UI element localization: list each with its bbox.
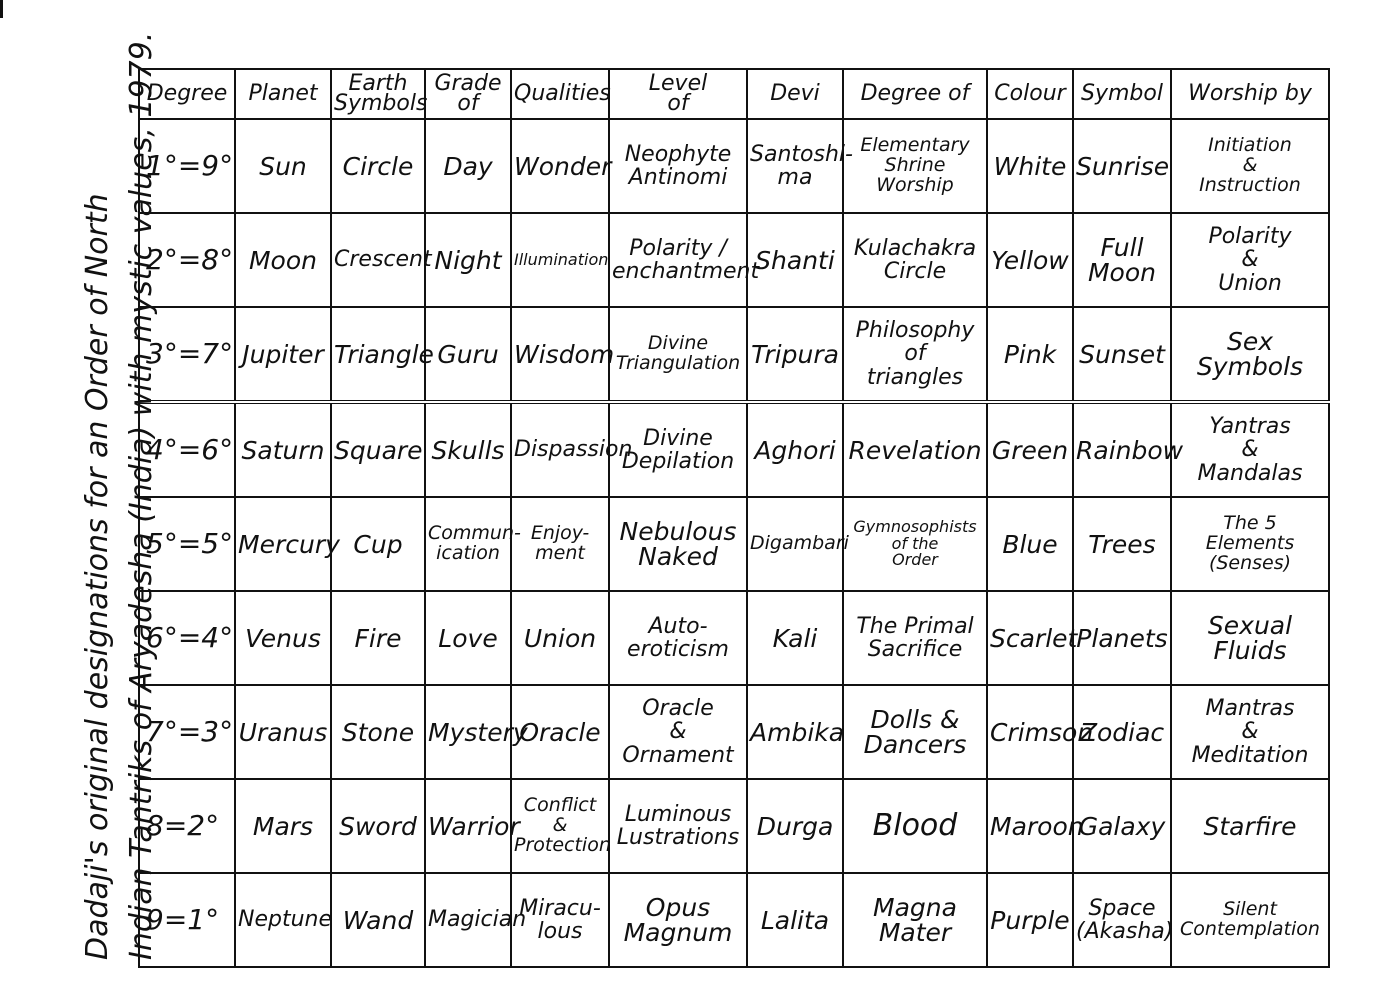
- cell-degree: 7°=3°: [139, 685, 235, 779]
- cell-symbol: Zodiac: [1073, 685, 1171, 779]
- cell-earth-symbol: Cup: [331, 497, 425, 591]
- cell-devi: Santoshi- ma: [747, 119, 843, 213]
- cell-worship: Mantras & Meditation: [1171, 685, 1329, 779]
- cell-grade: Commun- ication: [425, 497, 511, 591]
- margin-note-line-2: Indian Tantriks of Aryadesha (India) with mystic values, 1979.: [124, 31, 159, 960]
- cell-earth-symbol: Crescent: [331, 213, 425, 307]
- cell-degree-of: Elementary Shrine Worship: [843, 119, 987, 213]
- table-row: [139, 591, 1329, 685]
- cell-symbol: Rainbow: [1073, 402, 1171, 497]
- cell-level: Oracle & Ornament: [609, 685, 747, 779]
- header-degree-of: Degree of: [843, 69, 987, 119]
- cell-degree: 8=2°: [139, 779, 235, 873]
- cell-level: Nebulous Naked: [609, 497, 747, 591]
- table-row: [139, 497, 1329, 591]
- cell-earth-symbol: Square: [331, 402, 425, 497]
- cell-grade: Day: [425, 119, 511, 213]
- cell-quality: Wonder: [511, 119, 609, 213]
- cell-degree-of: Philosophy of triangles: [843, 307, 987, 402]
- cell-worship: Initiation & Instruction: [1171, 119, 1329, 213]
- cell-planet: Neptune: [235, 873, 331, 967]
- cell-colour: White: [987, 119, 1073, 213]
- cell-planet: Uranus: [235, 685, 331, 779]
- cell-planet: Venus: [235, 591, 331, 685]
- cell-level: Opus Magnum: [609, 873, 747, 967]
- cell-quality: Miracu- lous: [511, 873, 609, 967]
- cell-degree: 2°=8°: [139, 213, 235, 307]
- cell-degree-of: Magna Mater: [843, 873, 987, 967]
- header-worship-by: Worship by: [1171, 69, 1329, 119]
- scan-edge-mark: [0, 0, 3, 18]
- cell-grade: Magician: [425, 873, 511, 967]
- cell-earth-symbol: Fire: [331, 591, 425, 685]
- cell-planet: Moon: [235, 213, 331, 307]
- cell-grade: Skulls: [425, 402, 511, 497]
- cell-worship: Starfire: [1171, 779, 1329, 873]
- cell-symbol: Sunrise: [1073, 119, 1171, 213]
- cell-quality: Wisdom: [511, 307, 609, 402]
- cell-grade: Night: [425, 213, 511, 307]
- header-devi: Devi: [747, 69, 843, 119]
- cell-grade: Warrior: [425, 779, 511, 873]
- cell-worship: Silent Contemplation: [1171, 873, 1329, 967]
- cell-planet: Jupiter: [235, 307, 331, 402]
- cell-earth-symbol: Circle: [331, 119, 425, 213]
- cell-degree-of: Blood: [843, 779, 987, 873]
- cell-worship: Yantras & Mandalas: [1171, 402, 1329, 497]
- cell-devi: Digambari: [747, 497, 843, 591]
- cell-devi: Durga: [747, 779, 843, 873]
- cell-grade: Guru: [425, 307, 511, 402]
- cell-level: Divine Depilation: [609, 402, 747, 497]
- cell-worship: Sex Symbols: [1171, 307, 1329, 402]
- cell-degree-of: Dolls & Dancers: [843, 685, 987, 779]
- cell-earth-symbol: Stone: [331, 685, 425, 779]
- table-row: [139, 779, 1329, 873]
- cell-quality: Dispassion: [511, 402, 609, 497]
- cell-degree-of: Revelation: [843, 402, 987, 497]
- cell-quality: Enjoy- ment: [511, 497, 609, 591]
- cell-symbol: Full Moon: [1073, 213, 1171, 307]
- cell-quality: Oracle: [511, 685, 609, 779]
- cell-quality: Illumination: [511, 213, 609, 307]
- cell-earth-symbol: Sword: [331, 779, 425, 873]
- table-row: [139, 402, 1329, 497]
- header-degree: Degree: [139, 69, 235, 119]
- header-grade-of: Grade of: [425, 69, 511, 119]
- cell-colour: Maroon: [987, 779, 1073, 873]
- cell-level: Luminous Lustrations: [609, 779, 747, 873]
- header-planet: Planet: [235, 69, 331, 119]
- cell-quality: Union: [511, 591, 609, 685]
- cell-degree: 3°=7°: [139, 307, 235, 402]
- cell-devi: Shanti: [747, 213, 843, 307]
- cell-level: Divine Triangulation: [609, 307, 747, 402]
- table-row: [139, 213, 1329, 307]
- cell-colour: Blue: [987, 497, 1073, 591]
- cell-symbol: Trees: [1073, 497, 1171, 591]
- cell-colour: Scarlet: [987, 591, 1073, 685]
- cell-degree-of: The Primal Sacrifice: [843, 591, 987, 685]
- cell-level: Neophyte Antinomi: [609, 119, 747, 213]
- cell-planet: Saturn: [235, 402, 331, 497]
- cell-symbol: Sunset: [1073, 307, 1171, 402]
- cell-degree: 9=1°: [139, 873, 235, 967]
- table-row: [139, 685, 1329, 779]
- table-row: [139, 119, 1329, 213]
- cell-level: Polarity / enchantment: [609, 213, 747, 307]
- cell-grade: Mystery: [425, 685, 511, 779]
- cell-colour: Pink: [987, 307, 1073, 402]
- cell-earth-symbol: Wand: [331, 873, 425, 967]
- cell-colour: Crimson: [987, 685, 1073, 779]
- cell-planet: Mars: [235, 779, 331, 873]
- cell-devi: Aghori: [747, 402, 843, 497]
- cell-symbol: Planets: [1073, 591, 1171, 685]
- cell-degree: 6°=4°: [139, 591, 235, 685]
- cell-degree-of: Gymnosophists of the Order: [843, 497, 987, 591]
- header-level-of: Level of: [609, 69, 747, 119]
- cell-devi: Kali: [747, 591, 843, 685]
- header-earth-symbols: Earth Symbols: [331, 69, 425, 119]
- margin-note-line-1: Dadaji's original designations for an Order of North: [80, 193, 115, 960]
- cell-worship: Polarity & Union: [1171, 213, 1329, 307]
- cell-degree: 5°=5°: [139, 497, 235, 591]
- table-row: [139, 873, 1329, 967]
- designations-table: [138, 68, 1330, 968]
- cell-worship: Sexual Fluids: [1171, 591, 1329, 685]
- header-symbol: Symbol: [1073, 69, 1171, 119]
- cell-colour: Purple: [987, 873, 1073, 967]
- table-row: [139, 307, 1329, 402]
- cell-devi: Lalita: [747, 873, 843, 967]
- cell-symbol: Space (Akasha): [1073, 873, 1171, 967]
- cell-planet: Mercury: [235, 497, 331, 591]
- cell-degree: 1°=9°: [139, 119, 235, 213]
- cell-colour: Green: [987, 402, 1073, 497]
- cell-degree-of: Kulachakra Circle: [843, 213, 987, 307]
- cell-earth-symbol: Triangle: [331, 307, 425, 402]
- cell-colour: Yellow: [987, 213, 1073, 307]
- cell-degree: 4°=6°: [139, 402, 235, 497]
- header-qualities: Qualities: [511, 69, 609, 119]
- cell-devi: Ambika: [747, 685, 843, 779]
- cell-planet: Sun: [235, 119, 331, 213]
- cell-grade: Love: [425, 591, 511, 685]
- cell-symbol: Galaxy: [1073, 779, 1171, 873]
- cell-quality: Conflict & Protection: [511, 779, 609, 873]
- header-colour: Colour: [987, 69, 1073, 119]
- cell-devi: Tripura: [747, 307, 843, 402]
- cell-worship: The 5 Elements (Senses): [1171, 497, 1329, 591]
- header-row: [139, 69, 1329, 119]
- cell-level: Auto- eroticism: [609, 591, 747, 685]
